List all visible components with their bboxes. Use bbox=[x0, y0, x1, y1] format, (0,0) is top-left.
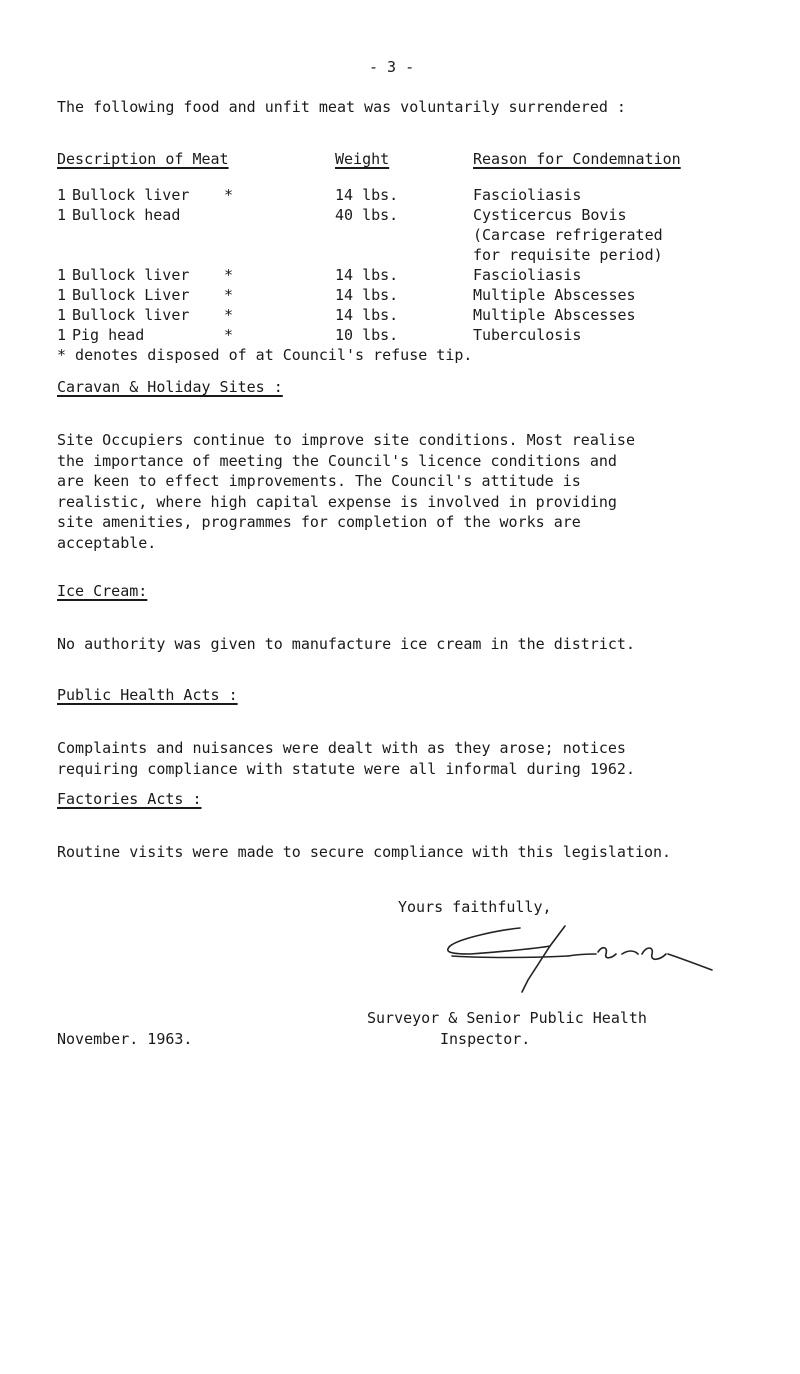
description-cell: Pig head bbox=[72, 326, 145, 344]
asterisk-mark: * bbox=[224, 286, 234, 304]
table-row bbox=[0, 206, 800, 226]
valediction: Yours faithfully, bbox=[398, 898, 552, 916]
description-cell: Bullock liver bbox=[72, 186, 190, 204]
reason-cell: (Carcase refrigerated bbox=[473, 226, 663, 244]
asterisk-mark: * bbox=[224, 186, 234, 204]
table-row-continuation bbox=[0, 246, 800, 266]
weight-cell: 10 lbs. bbox=[335, 326, 399, 344]
paragraph-line: site amenities, programmes for completion of the works are bbox=[57, 513, 581, 531]
paragraph-line: Routine visits were made to secure compliance with this legislation. bbox=[57, 843, 672, 861]
weight-cell: 40 lbs. bbox=[335, 206, 399, 224]
description-cell: Bullock liver bbox=[72, 306, 190, 324]
caravan-paragraph bbox=[57, 430, 757, 553]
handwritten-signature bbox=[440, 924, 740, 1000]
public-health-paragraph bbox=[57, 738, 757, 779]
asterisk-mark: * bbox=[224, 266, 234, 284]
reason-cell: Fascioliasis bbox=[473, 186, 582, 204]
qty-cell: 1 bbox=[57, 326, 67, 344]
reason-cell: Multiple Abscesses bbox=[473, 286, 636, 304]
reason-cell: for requisite period) bbox=[473, 246, 663, 264]
paragraph-line: Complaints and nuisances were dealt with as they arose; notices bbox=[57, 739, 626, 757]
letter-date: November. 1963. bbox=[57, 1030, 193, 1048]
header-reason: Reason for Condemnation bbox=[473, 150, 681, 168]
section-heading-caravan: Caravan & Holiday Sites : bbox=[57, 378, 283, 396]
paragraph-line: are keen to effect improvements. The Council's attitude is bbox=[57, 472, 581, 490]
asterisk-mark: * bbox=[224, 306, 234, 324]
qty-cell: 1 bbox=[57, 186, 67, 204]
table-row bbox=[0, 306, 800, 326]
ice-cream-paragraph bbox=[57, 634, 757, 655]
paragraph-line: No authority was given to manufacture ice cream in the district. bbox=[57, 635, 635, 653]
section-heading-factories: Factories Acts : bbox=[57, 790, 202, 808]
table-row bbox=[0, 326, 800, 346]
section-heading-public-health: Public Health Acts : bbox=[57, 686, 238, 704]
qty-cell: 1 bbox=[57, 206, 67, 224]
table-footnote-row bbox=[0, 346, 800, 366]
table-row bbox=[0, 266, 800, 286]
signatory-title-line-1: Surveyor & Senior Public Health bbox=[367, 1009, 647, 1027]
table-footnote: * denotes disposed of at Council's refuse tip. bbox=[57, 346, 473, 364]
header-description: Description of Meat bbox=[57, 150, 229, 168]
paragraph-line: realistic, where high capital expense is involved in providing bbox=[57, 492, 617, 511]
table-row bbox=[0, 186, 800, 206]
section-heading-ice-cream: Ice Cream: bbox=[57, 582, 148, 600]
table-row-continuation bbox=[0, 226, 800, 246]
factories-paragraph bbox=[57, 842, 757, 863]
description-cell: Bullock head bbox=[72, 206, 181, 224]
reason-cell: Tuberculosis bbox=[473, 326, 582, 344]
weight-cell: 14 lbs. bbox=[335, 306, 399, 324]
signatory-title-line-2: Inspector. bbox=[440, 1030, 531, 1048]
paragraph-line: requiring compliance with statute were all informal during 1962. bbox=[57, 759, 635, 778]
weight-cell: 14 lbs. bbox=[335, 266, 399, 284]
reason-cell: Cysticercus Bovis bbox=[473, 206, 627, 224]
qty-cell: 1 bbox=[57, 306, 67, 324]
reason-cell: Multiple Abscesses bbox=[473, 306, 636, 324]
qty-cell: 1 bbox=[57, 286, 67, 304]
paragraph-line: the importance of meeting the Council's licence conditions and bbox=[57, 451, 617, 470]
intro-text: The following food and unfit meat was voluntarily surrendered : bbox=[57, 98, 626, 116]
description-cell: Bullock liver bbox=[72, 266, 190, 284]
page-number: - 3 - bbox=[369, 58, 415, 76]
paragraph-line: Site Occupiers continue to improve site conditions. Most realise bbox=[57, 431, 635, 449]
weight-cell: 14 lbs. bbox=[335, 286, 399, 304]
table-row bbox=[0, 286, 800, 306]
description-cell: Bullock Liver bbox=[72, 286, 190, 304]
asterisk-mark: * bbox=[224, 326, 234, 344]
qty-cell: 1 bbox=[57, 266, 67, 284]
header-weight: Weight bbox=[335, 150, 390, 168]
weight-cell: 14 lbs. bbox=[335, 186, 399, 204]
paragraph-line: acceptable. bbox=[57, 533, 157, 552]
reason-cell: Fascioliasis bbox=[473, 266, 582, 284]
